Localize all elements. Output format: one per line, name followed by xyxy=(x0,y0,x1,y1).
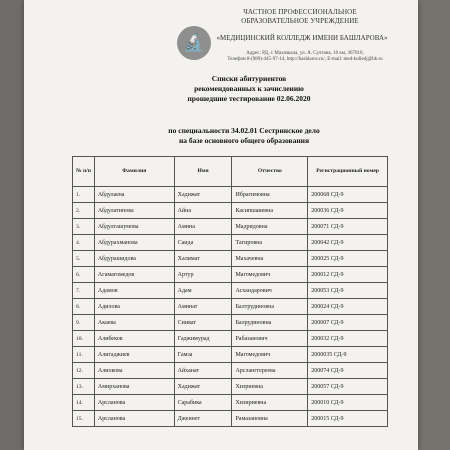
cell-name: Халимат xyxy=(174,251,232,267)
table-header-row xyxy=(73,157,388,187)
applicants-table xyxy=(72,156,388,427)
org-name: «МЕДИЦИНСКИЙ КОЛЛЕДЖ ИМЕНИ БАШЛАРОВА» xyxy=(216,34,388,42)
header-reg: Регистрационный номер xyxy=(308,157,388,187)
cell-name: Айна xyxy=(174,203,232,219)
cell-reg: 200032 СД-9 xyxy=(308,331,388,347)
cell-patronymic: Балрудиновна xyxy=(232,315,308,331)
cell-num: 8. xyxy=(73,299,95,315)
cell-reg: 200024 СД-9 xyxy=(308,299,388,315)
table-row xyxy=(73,203,388,219)
table-row xyxy=(73,395,388,411)
table-row xyxy=(73,219,388,235)
cell-num: 2. xyxy=(73,203,95,219)
table-row xyxy=(73,283,388,299)
cell-num: 3. xyxy=(73,219,95,235)
org-line1: ЧАСТНОЕ ПРОФЕССИОНАЛЬНОЕ xyxy=(243,8,357,16)
cell-num: 15. xyxy=(73,411,95,427)
cell-name: Сарабика xyxy=(174,395,232,411)
cell-name: Аминат xyxy=(174,299,232,315)
cell-surname: Алиокова xyxy=(94,363,174,379)
cell-num: 12. xyxy=(73,363,95,379)
table-row xyxy=(73,299,388,315)
background-left xyxy=(0,0,24,450)
cell-reg: 200042 СД-9 xyxy=(308,235,388,251)
cell-num: 5. xyxy=(73,251,95,267)
cell-name: Сииват xyxy=(174,315,232,331)
cell-surname: Арсланова xyxy=(94,411,174,427)
header-num: № п/п xyxy=(73,157,95,187)
cell-num: 14. xyxy=(73,395,95,411)
cell-patronymic: Касипшаиевна xyxy=(232,203,308,219)
table-row xyxy=(73,331,388,347)
cell-num: 13. xyxy=(73,379,95,395)
cell-name: Гамза xyxy=(174,347,232,363)
specialty-line1: по специальности 34.02.01 Сестринское дело xyxy=(168,126,320,135)
cell-name: Гаджимурад xyxy=(174,331,232,347)
cell-surname: Абдулатипова xyxy=(94,203,174,219)
cell-name: Джеинет xyxy=(174,411,232,427)
contacts-line: Телефон 8-(989)-445-97-14, http://bashlarov.ru/, E-mail: med-kolledj@bk.ru xyxy=(227,57,383,62)
cell-reg: 200025 СД-9 xyxy=(308,251,388,267)
table-row xyxy=(73,267,388,283)
cell-patronymic: Магомедович xyxy=(232,347,308,363)
cell-reg: 200068 СД-9 xyxy=(308,187,388,203)
cell-surname: Абдурахманова xyxy=(94,235,174,251)
org-line2: ОБРАЗОВАТЕЛЬНОЕ УЧРЕЖДЕНИЕ xyxy=(241,16,359,25)
cell-name: Саида xyxy=(174,235,232,251)
table-row xyxy=(73,235,388,251)
cell-name: Амина xyxy=(174,219,232,235)
cell-patronymic: Арсланггереева xyxy=(232,363,308,379)
address-line: Адрес: РД, г. Махачкала, ул. А. Султана, 10 км, 367010, xyxy=(246,51,364,56)
cell-patronymic: Махачевна xyxy=(232,251,308,267)
cell-reg: 200007 СД-9 xyxy=(308,315,388,331)
title-line3: прошедшие тестирование 02.06.2020 xyxy=(187,94,311,103)
cell-reg: 200015 СД-9 xyxy=(308,411,388,427)
cell-num: 6. xyxy=(73,267,95,283)
cell-reg: 200012 СД-9 xyxy=(308,267,388,283)
specialty-line2: на базе основного общего образования xyxy=(178,136,310,145)
table-row xyxy=(73,315,388,331)
cell-surname: Адилова xyxy=(94,299,174,315)
cell-patronymic: Балтрудиновна xyxy=(232,299,308,315)
specialty-heading xyxy=(124,126,364,146)
cell-reg: 200057 СД-9 xyxy=(308,379,388,395)
cell-surname: Амирханова xyxy=(94,379,174,395)
title-line2: рекомендованных к зачислению xyxy=(194,84,304,93)
cell-reg: 2000035 СД-9 xyxy=(308,347,388,363)
cell-reg: 200036 СД-9 xyxy=(308,203,388,219)
cell-name: Хадижат xyxy=(174,187,232,203)
table-row xyxy=(73,411,388,427)
title-line1: Списки абитуриентов xyxy=(211,74,287,83)
cell-num: 9. xyxy=(73,315,95,331)
background-right xyxy=(418,0,450,450)
org-address xyxy=(220,51,390,63)
cell-surname: Акаева xyxy=(94,315,174,331)
cell-patronymic: Асхандарович xyxy=(232,283,308,299)
cell-reg: 200010 СД-9 xyxy=(308,395,388,411)
cell-surname: Алигаджиев xyxy=(94,347,174,363)
table-row xyxy=(73,347,388,363)
cell-patronymic: Мадридовна xyxy=(232,219,308,235)
header-patronymic: Отчество xyxy=(232,157,308,187)
org-type xyxy=(220,8,380,25)
microscope-icon: 🔬 xyxy=(177,26,211,60)
table-row xyxy=(73,363,388,379)
cell-surname: Арсланова xyxy=(94,395,174,411)
header-name: Имя xyxy=(174,157,232,187)
cell-surname: Абдурашидова xyxy=(94,251,174,267)
cell-patronymic: Тагировна xyxy=(232,235,308,251)
cell-num: 7. xyxy=(73,283,95,299)
cell-num: 1. xyxy=(73,187,95,203)
cell-name: Айханат xyxy=(174,363,232,379)
cell-reg: 200074 СД-9 xyxy=(308,363,388,379)
cell-surname: Абдулаева xyxy=(94,187,174,203)
table-row xyxy=(73,251,388,267)
cell-patronymic: Ибрагимовна xyxy=(232,187,308,203)
cell-name: Артур xyxy=(174,267,232,283)
cell-num: 11. xyxy=(73,347,95,363)
table-row xyxy=(73,187,388,203)
cell-patronymic: Хизириевна xyxy=(232,395,308,411)
cell-patronymic: Хизриевна xyxy=(232,379,308,395)
document-title xyxy=(154,74,344,104)
cell-num: 10. xyxy=(73,331,95,347)
cell-surname: Алибеков xyxy=(94,331,174,347)
letterhead xyxy=(24,8,418,73)
cell-patronymic: Рабазанович xyxy=(232,331,308,347)
header-surname: Фамилия xyxy=(94,157,174,187)
cell-surname: Адамов xyxy=(94,283,174,299)
cell-name: Хадижат xyxy=(174,379,232,395)
cell-patronymic: Рамазановна xyxy=(232,411,308,427)
cell-num: 4. xyxy=(73,235,95,251)
cell-reg: 200071 СД-9 xyxy=(308,219,388,235)
table-row xyxy=(73,379,388,395)
cell-surname: Агамагомедов xyxy=(94,267,174,283)
cell-surname: Абдулгашумова xyxy=(94,219,174,235)
cell-name: Адам xyxy=(174,283,232,299)
cell-patronymic: Магомедович xyxy=(232,267,308,283)
cell-reg: 200053 СД-9 xyxy=(308,283,388,299)
